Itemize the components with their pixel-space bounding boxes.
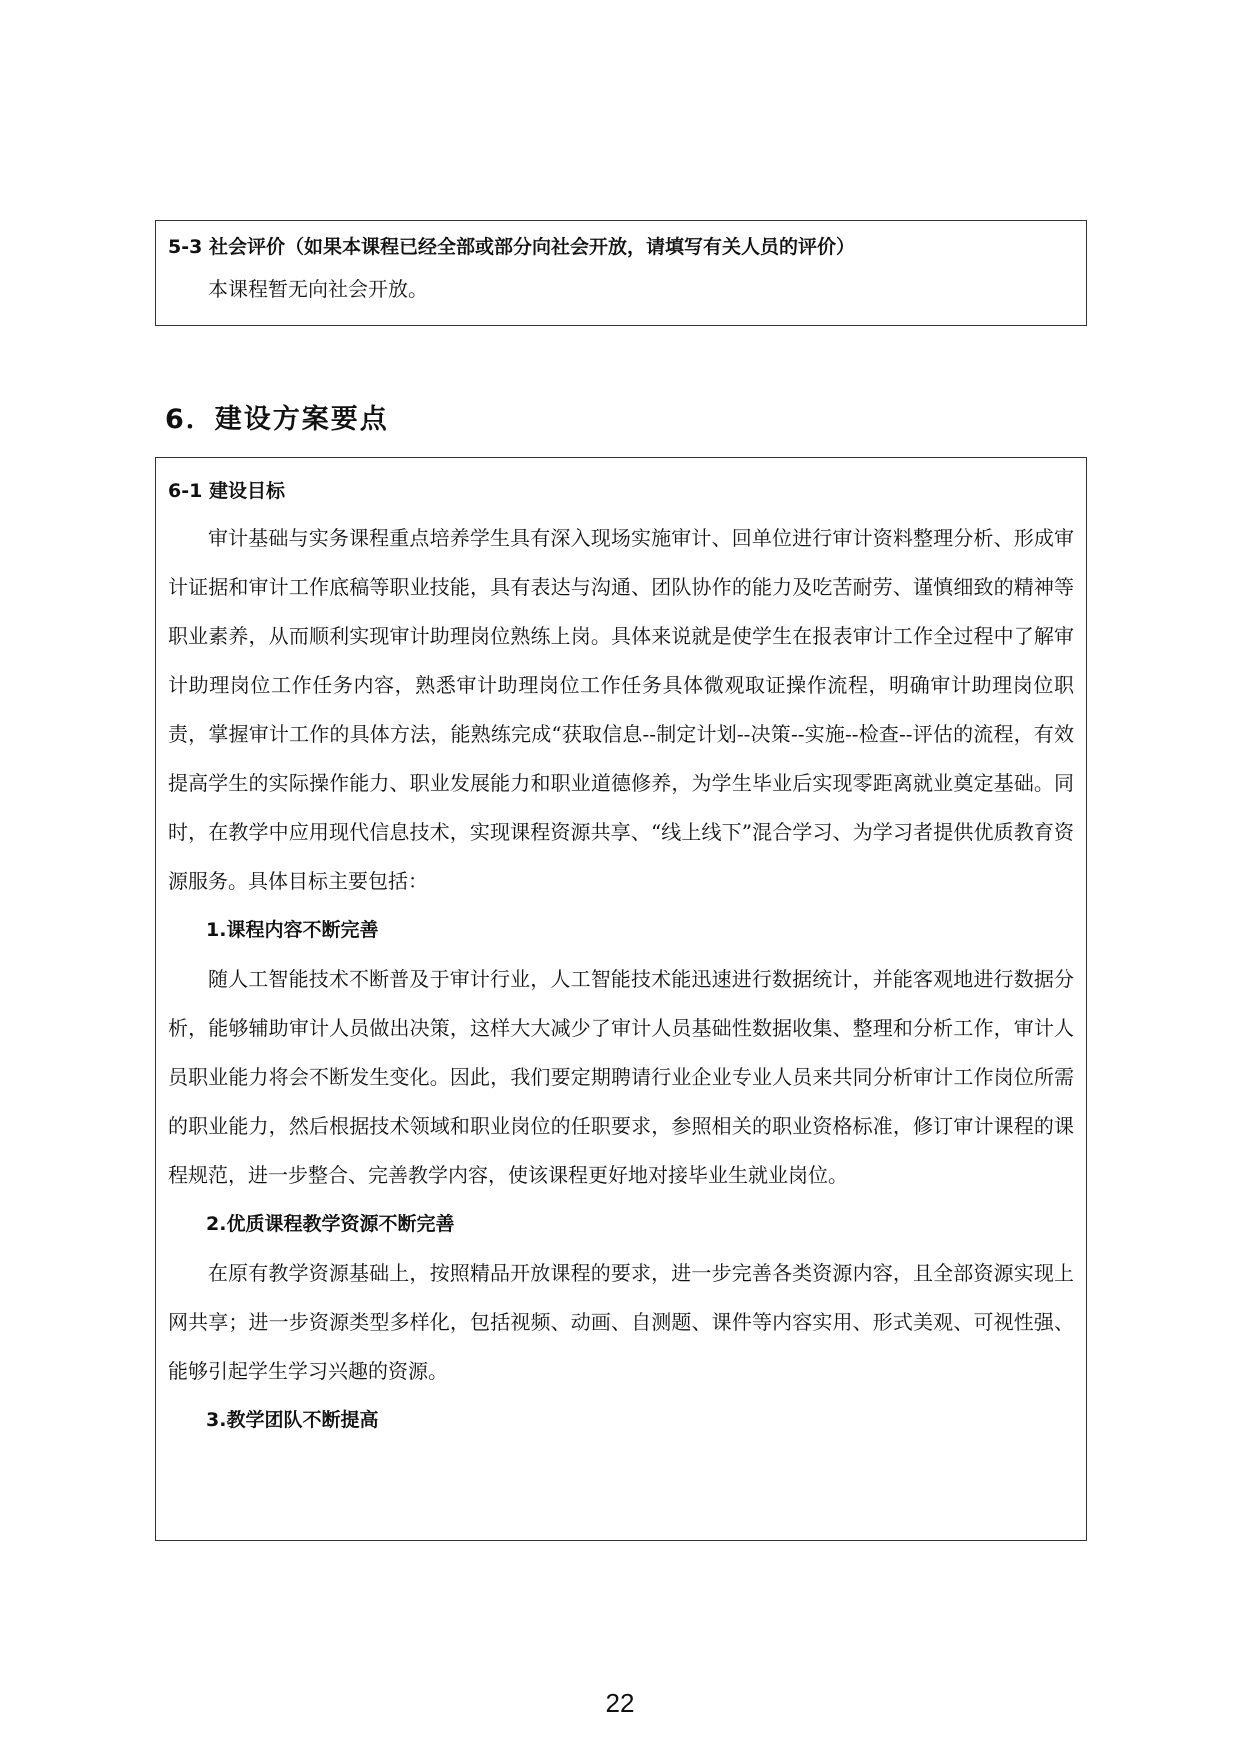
construction-goals-heading: 6-1 建设目标 — [168, 480, 285, 502]
construction-goals-intro: 审计基础与实务课程重点培养学生具有深入现场实施审计、回单位进行审计资料整理分析、形成审计证据和审计工作底稿等职业技能，具有表达与沟通、团队协作的能力及吃苦耐劳、谨慎细致的精神等职业素养，从而顺利实现审计助理岗位熟练上岗。具体来说就是使学生在报表审计工作全过程中了解审计助理岗位工作任务内容，熟悉审计助理岗位工作任务具体微观取证操作流程，明确审计助理岗位职责，掌握审计工作的具体方法，能熟练完成“获取信息--制定计划--决策--实施--检查--评估的流程，有效提高学生的实际操作能力、职业发展能力和职业道德修养，为学生毕业后实现零距离就业奠定基础。同时，在教学中应用现代信息技术，实现课程资源共享、“线上线下”混合学习、为学习者提供优质教育资源服务。具体目标主要包括： — [168, 526, 1074, 893]
page-number: 22 — [605, 1688, 635, 1718]
social-evaluation-box — [155, 220, 1087, 326]
construction-goals-box — [155, 457, 1087, 1541]
social-evaluation-heading: 5-3 社会评价（如果本课程已经全部或部分向社会开放，请填写有关人员的评价） — [168, 236, 855, 258]
goal-title: 3.教学团队不断提高 — [206, 1409, 379, 1431]
goal-body: 随人工智能技术不断普及于审计行业，人工智能技术能迅速进行数据统计，并能客观地进行数据分析，能够辅助审计人员做出决策，这样大大减少了审计人员基础性数据收集、整理和分析工作，审计人员职业能力将会不断发生变化。因此，我们要定期聘请行业企业专业人员来共同分析审计工作岗位所需的职业能力，然后根据技术领域和职业岗位的任职要求，参照相关的职业资格标准，修订审计课程的课程规范，进一步整合、完善教学内容，使该课程更好地对接毕业生就业岗位。 — [168, 967, 1074, 1187]
social-evaluation-body: 本课程暂无向社会开放。 — [208, 277, 428, 301]
goal-title: 1.课程内容不断完善 — [206, 919, 379, 941]
goal-title: 2.优质课程教学资源不断完善 — [206, 1213, 455, 1235]
goal-body: 在原有教学资源基础上，按照精品开放课程的要求，进一步完善各类资源内容，且全部资源实现上网共享；进一步资源类型多样化，包括视频、动画、自测题、课件等内容实用、形式美观、可视性强、能够引起学生学习兴趣的资源。 — [168, 1261, 1074, 1383]
section-title: 6．建设方案要点 — [165, 404, 389, 435]
